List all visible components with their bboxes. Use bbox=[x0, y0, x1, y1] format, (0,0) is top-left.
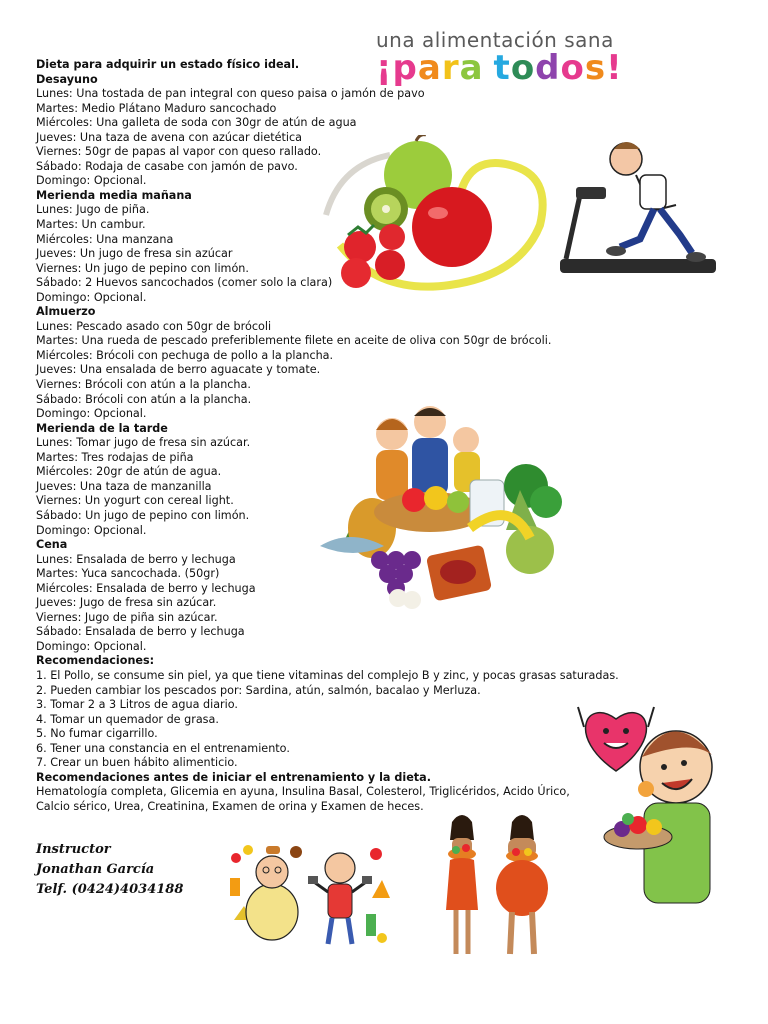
section-item: Domingo: Opcional. bbox=[36, 290, 147, 304]
headline-letter: a bbox=[417, 48, 442, 88]
section-item: Viernes: 50gr de papas al vapor con queso rallado. bbox=[36, 145, 322, 159]
diet-comparison-cartoon bbox=[226, 838, 392, 950]
section-item: Lunes: Tomar jugo de fresa sin azúcar. bbox=[36, 436, 251, 450]
section-item: Domingo: Opcional. bbox=[36, 174, 147, 188]
headline-letter: d bbox=[535, 48, 561, 88]
section-item: Miércoles: Brócoli con pechuga de pollo a la plancha. bbox=[36, 348, 334, 362]
headline-letter: r bbox=[441, 48, 460, 88]
section-item: Jueves: Una taza de avena con azúcar dietética bbox=[36, 130, 303, 144]
section-item: Domingo: Opcional. bbox=[36, 407, 147, 421]
treadmill-cartoon bbox=[556, 135, 724, 283]
signature-phone: Telf. (0424)4034188 bbox=[36, 882, 184, 897]
section-heading: Recomendaciones antes de iniciar el entrenamiento y la dieta. bbox=[36, 770, 431, 784]
banner-tagline: una alimentación sana bbox=[376, 28, 614, 52]
section-item: Jueves: Jugo de fresa sin azúcar. bbox=[36, 596, 217, 610]
section-heading: Almuerzo bbox=[36, 305, 96, 319]
section-item: Sábado: Brócoli con atún a la plancha. bbox=[36, 392, 252, 406]
women-figures-illustration bbox=[434, 812, 552, 958]
section-item: 7. Crear un buen hábito alimenticio. bbox=[36, 756, 238, 770]
section-item: Viernes: Jugo de piña sin azúcar. bbox=[36, 610, 218, 624]
section-item: Hematología completa, Glicemia en ayuna, Insulina Basal, Colesterol, Triglicéridos, Acido Úrico, bbox=[36, 785, 570, 799]
section-item: Sábado: 2 Huevos sancochados (comer solo la clara) bbox=[36, 276, 333, 290]
section-item: Jueves: Un jugo de fresa sin azúcar bbox=[36, 247, 233, 261]
headline-letter: s bbox=[584, 48, 607, 88]
headline-letter: ¡ bbox=[376, 48, 393, 88]
section-item: Lunes: Pescado asado con 50gr de brócoli bbox=[36, 319, 272, 333]
section-item: Lunes: Ensalada de berro y lechuga bbox=[36, 552, 236, 566]
document-title: Dieta para adquirir un estado físico ideal. bbox=[36, 58, 300, 71]
section-item: Jueves: Una ensalada de berro aguacate y tomate. bbox=[36, 363, 321, 377]
section-item: Martes: Medio Plátano Maduro sancochado bbox=[36, 101, 277, 115]
heart-boy-cartoon bbox=[576, 697, 724, 909]
fruit-tape-illustration bbox=[320, 135, 552, 295]
section-item: 3. Tomar 2 a 3 Litros de agua diario. bbox=[36, 698, 238, 712]
section-item: Martes: Tres rodajas de piña bbox=[36, 450, 194, 464]
section-item: Jueves: Una taza de manzanilla bbox=[36, 479, 212, 493]
section-item: Martes: Yuca sancochada. (50gr) bbox=[36, 567, 220, 581]
section-item: Sábado: Rodaja de casabe con jamón de pavo. bbox=[36, 159, 298, 173]
headline-letter: a bbox=[459, 48, 484, 88]
section-item: 4. Tomar un quemador de grasa. bbox=[36, 712, 219, 726]
section-heading: Merienda de la tarde bbox=[36, 421, 168, 435]
section-item: Miércoles: 20gr de atún de agua. bbox=[36, 465, 222, 479]
section-item: Miércoles: Una galleta de soda con 30gr de atún de agua bbox=[36, 116, 357, 130]
section-item: Viernes: Brócoli con atún a la plancha. bbox=[36, 378, 251, 392]
section-item: Lunes: Una tostada de pan integral con queso paisa o jamón de pavo bbox=[36, 87, 425, 101]
headline-letter: o bbox=[560, 48, 585, 88]
section-item: Viernes: Un yogurt con cereal light. bbox=[36, 494, 234, 508]
section-item: Calcio sérico, Urea, Creatinina, Examen de orina y Examen de heces. bbox=[36, 799, 424, 813]
family-food-illustration bbox=[320, 400, 570, 612]
section-item: Domingo: Opcional. bbox=[36, 523, 147, 537]
section-item: 1. El Pollo, se consume sin piel, ya que tiene vitaminas del complejo B y zinc, y pocas grasas saturadas. bbox=[36, 668, 619, 682]
section-item: Lunes: Jugo de piña. bbox=[36, 203, 150, 217]
signature-name: Jonathan García bbox=[36, 862, 155, 877]
headline-letter: p bbox=[392, 48, 418, 88]
section-heading: Merienda media mañana bbox=[36, 188, 192, 202]
signature-role: Instructor bbox=[36, 842, 111, 857]
section-item: Sábado: Ensalada de berro y lechuga bbox=[36, 625, 245, 639]
headline-letter: o bbox=[510, 48, 536, 88]
section-item: Miércoles: Ensalada de berro y lechuga bbox=[36, 581, 256, 595]
section-item: Viernes: Un jugo de pepino con limón. bbox=[36, 261, 249, 275]
section-item: Sábado: Un jugo de pepino con limón. bbox=[36, 508, 250, 522]
section-heading: Desayuno bbox=[36, 72, 98, 86]
section-item: 5. No fumar cigarrillo. bbox=[36, 727, 158, 741]
section-item: Domingo: Opcional. bbox=[36, 639, 147, 653]
section-item: Martes: Una rueda de pescado preferiblemente filete en aceite de oliva con 50gr de brócoli. bbox=[36, 334, 552, 348]
section-item: 2. Pueden cambiar los pescados por: Sardina, atún, salmón, bacalao y Merluza. bbox=[36, 683, 481, 697]
section-item: 6. Tener una constancia en el entrenamiento. bbox=[36, 741, 290, 755]
section-heading: Recomendaciones: bbox=[36, 654, 155, 668]
instructor-signature bbox=[36, 840, 183, 900]
headline-letter: t bbox=[493, 48, 511, 88]
section-heading: Cena bbox=[36, 538, 68, 552]
section-item: Miércoles: Una manzana bbox=[36, 232, 174, 246]
headline-letter: ! bbox=[606, 48, 623, 88]
section-item: Martes: Un cambur. bbox=[36, 218, 146, 232]
